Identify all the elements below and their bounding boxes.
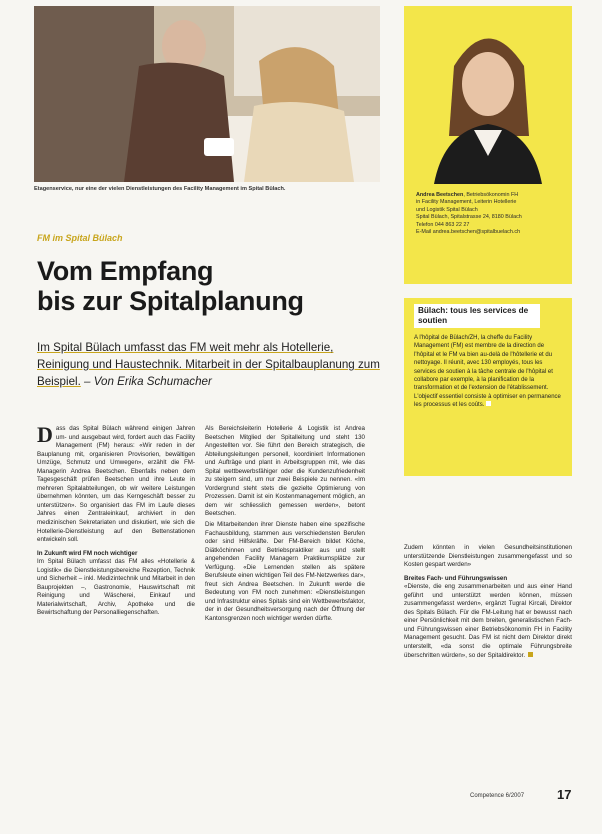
sidebar-text: A l'hôpital de Bülach/ZH, la cheffe du Facility Management (FM) est membre de la direction de l'hôpital et le FM va bien au-delà de l'hôtellerie et du nettoyage. Il réunit, avec 130 employés, tous les services de soutien à la tâche centrale de l'hôpital et collabore par exemple, à la planification de la transformation et de l'extension de l'établissement. L'objectif essentiel consiste à optimiser en permanence les processus et les coûts. — [414, 335, 561, 409]
contact-line: Spital Bülach, Spitalstrasse 24, 8180 Bülach — [416, 214, 522, 221]
col1-paragraph-2: Im Spital Bülach umfasst das FM alles «Hotellerie & Logistik» die Dienstleistungsbereiche Rezeption, Technik und Sicherheit – inkl. Medizintechnik und Mitarbeit in den Bauprojekten –, Gastronomie, Hauswirtschaft mit Reinigung und Wäscherei, Einkauf und Materialwirtschaft, Archiv, Apotheke und die Bewirtschaftung der Personalliegenschaften. — [37, 558, 195, 617]
col3-paragraph-2 — [404, 583, 572, 660]
contact-name-line — [416, 192, 564, 199]
headline-line-1: Vom Empfang — [37, 256, 214, 286]
lead-text: Im Spital Bülach umfasst das FM weit mehr als Hotellerie, Reinigung und Haustechnik. Mitarbeit in der Spitalbauplanung zum Beispiel. — [37, 341, 380, 388]
contact-box — [404, 184, 572, 284]
contact-line: Telefon 044 863 22 27 — [416, 221, 470, 228]
column-3 — [404, 544, 572, 662]
column-1 — [37, 422, 195, 620]
french-summary-box — [404, 298, 572, 476]
sidebar-heading: Bülach: tous les services de soutien — [414, 304, 540, 328]
sidebar-text-wrap — [414, 334, 564, 410]
col3-paragraph-1: Zudem könnten in vielen Gesundheitsinstitutionen unterstützende Dienstleistungen zusammengefasst und so Kosten gespart werden» — [404, 544, 572, 569]
headline — [37, 256, 304, 316]
portrait-photo — [404, 6, 572, 184]
photo-caption: Etagenservice, nur eine der vielen Dienstleistungen des Facility Management im Spital Bülach. — [34, 186, 286, 192]
contact-name: Andrea Beetschen — [416, 192, 464, 198]
column-2 — [205, 425, 365, 626]
col1-subhead: In Zukunft wird FM noch wichtiger — [37, 549, 138, 557]
col2-paragraph-1: Als Bereichsleiterin Hotellerie & Logistik ist Andrea Beetschen Mitglied der Spitalleitung und steht 130 Angestellten vor. Sie führt den Bereich strategisch, die Abteilungsleitungen personell, koordiniert Informationen und Aufträge und plant in Arbeitsgruppen mit, wie das Spital wettbewerbsfähiger oder die Kundenzufriedenheit zu steigern sind, um nur zwei Beispiele zu nennen. «Im Vordergrund steht stets die gezielte Optimierung von Prozessen. Damit ist ein Kostenmanagement möglich, an dem wir schliesslich gemessen werden», betont Beetschen. — [205, 425, 365, 518]
end-square-icon — [486, 401, 491, 406]
lead-paragraph — [37, 339, 385, 390]
col2-paragraph-2: Die Mitarbeitenden ihrer Dienste haben eine spezifische Fachausbildung, stammen aus verschiedensten Berufen oder sind Hilfskräfte. Der FM-Bereich bildet Köche, Diätköchinnen und Betriebspraktiker aus und stellt angehenden Facility Managern Praktikumsplätze zur Verfügung. «Die Lernenden stellen als spätere Berufsleute einen wichtigen Teil des FM-Netzwerkes dar», freut sich Andrea Beetschen. In Zukunft werde die Bedeutung von FM noch zunehmen: «Dienstleistungen und Infrastruktur eines Spitals sind ein Wettbewerbsfaktor, der in der Gesundheitsversorgung nach der Öffnung der Kantonsgrenzen noch wichtiger werden dürfte. — [205, 521, 365, 623]
headline-line-2: bis zur Spitalplanung — [37, 286, 304, 316]
contact-line: und Logistik Spital Bülach — [416, 206, 478, 213]
magazine-source: Competence 6/2007 — [470, 793, 525, 799]
col3-text-2: «Dienste, die eng zusammenarbeiten und aus einer Hand geführt und unterstützt werden können, müssen zusammengefasst werden», ergänzt Tugral Kircali, Direktor des Spitals Bülach. Für die FM-Leitung hat er bewusst nach einer Persönlichkeit mit dem breiten, generalistischen Fach- und Führungswissen einer Betriebsökonomin FH in Facility Management gesucht. Das FM ist nicht dem Direktor direkt unterstellt, «da sonst die optimale Führungsbreite überschritten würden», so der Spitaldirektor. — [404, 583, 572, 659]
contact-email[interactable]: E-Mail andrea.beetschen@spitalbuelach.ch — [416, 229, 521, 236]
kicker: FM im Spital Bülach — [37, 233, 123, 243]
dropcap: D — [37, 422, 53, 447]
page-number: 17 — [557, 787, 572, 802]
col1-paragraph-1 — [37, 422, 195, 545]
col1-text-1: ass das Spital Bülach während einigen Jahren um- und ausgebaut wird, fordert auch das Facility Management (FM) heraus: «Wir reden in der Bauplanung mit, organisieren Provisorien, bewältigen Umzüge, Schmutz und Umwegen», erzählt die FM-Managerin Andrea Beetschen. Ebenfalls neben dem Tagesgeschäft prüfen Beetschen und ihre Leute in mehreren Spitalabteilungen, ob wir weitere Leistungen übernehmen könnten, um das Kerngeschäft besser zu unterstützen». So organisiert das FM im Laufe dieses Jahres einen Zentraleinkauf, archiviert in den medizinischen Sekretariaten und diskutiert, wie sich die Hotellerie-Dienstleistung auf den Bettenstationen entwickeln soll. — [37, 425, 195, 544]
col3-subhead: Breites Fach- und Führungswissen — [404, 574, 508, 582]
end-square-icon — [528, 652, 533, 657]
byline: – Von Erika Schumacher — [80, 375, 212, 388]
main-photo — [34, 6, 380, 182]
contact-line: in Facility Management, Leiterin Hotellerie — [416, 199, 517, 206]
contact-title: , Betriebsökonomin FH — [463, 192, 519, 198]
